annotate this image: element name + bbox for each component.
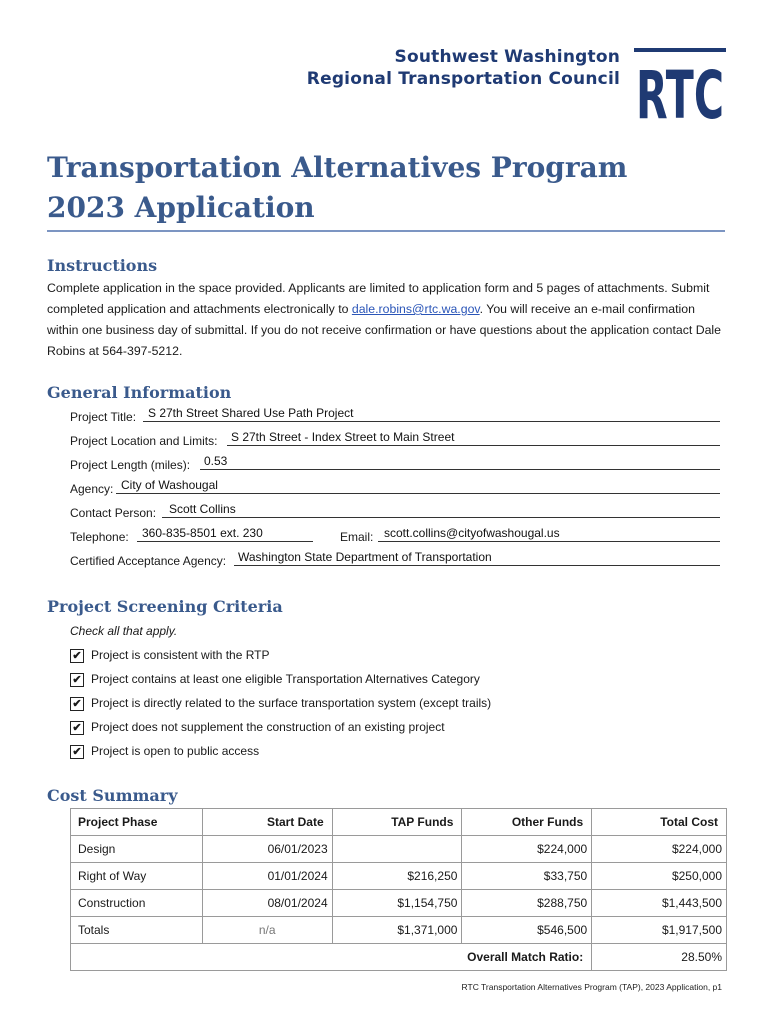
start-date-cell[interactable]: 06/01/2023 — [202, 836, 332, 863]
table-row — [71, 890, 727, 917]
length-field — [70, 452, 720, 474]
email-link[interactable]: dale.robins@rtc.wa.gov — [351, 302, 480, 316]
location-line — [227, 445, 720, 446]
org-name-line1: Southwest Washington — [394, 47, 620, 67]
total-cost-cell[interactable]: $250,000 — [592, 863, 727, 890]
rtc-logo-text: RTC — [636, 57, 724, 134]
phase-cell: Right of Way — [71, 863, 203, 890]
org-name-line2: Regional Transportation Council — [306, 69, 620, 89]
page-footer: RTC Transportation Alternatives Program (TAP), 2023 Application, p1 — [461, 982, 722, 992]
agency-label: Agency: — [70, 482, 114, 496]
phase-cell: Design — [71, 836, 203, 863]
checkbox[interactable]: ✔ — [70, 673, 84, 687]
contact-line — [162, 517, 720, 518]
column-header: Total Cost — [592, 809, 727, 836]
page-title — [47, 148, 627, 228]
email-label: Email: — [340, 530, 374, 544]
match-ratio-label: Overall Match Ratio: — [71, 944, 592, 971]
general-info-heading: General Information — [47, 383, 232, 402]
other-funds-cell[interactable]: $224,000 — [462, 836, 592, 863]
start-date-cell[interactable]: 01/01/2024 — [202, 863, 332, 890]
contact-field — [70, 500, 720, 522]
cert-agency-label: Certified Acceptance Agency: — [70, 554, 227, 568]
cert-agency-line — [234, 565, 720, 566]
tap-funds-cell[interactable] — [332, 836, 462, 863]
cert-agency-field — [70, 548, 720, 570]
checkbox[interactable]: ✔ — [70, 721, 84, 735]
criteria-label: Project is directly related to the surface transportation system (except trails) — [91, 696, 492, 710]
criteria-label: Project contains at least one eligible Transportation Alternatives Category — [91, 672, 480, 686]
other-funds-cell[interactable]: $546,500 — [462, 917, 592, 944]
title-divider — [47, 230, 725, 232]
cost-table — [70, 808, 727, 971]
column-header: Project Phase — [71, 809, 203, 836]
total-cost-cell[interactable]: $1,917,500 — [592, 917, 727, 944]
length-label: Project Length (miles): — [70, 458, 191, 472]
screening-heading: Project Screening Criteria — [47, 597, 283, 616]
column-header: Other Funds — [462, 809, 592, 836]
location-field — [70, 428, 720, 450]
title-line1: Transportation Alternatives Program — [47, 151, 628, 184]
match-ratio-row — [71, 944, 727, 971]
instructions-text-part1: Complete application in the space provided. Applicants are limited to application form and 5 pages of attachments. Submit completed application and attachments electronically to — [47, 281, 710, 316]
tap-funds-cell[interactable]: $1,154,750 — [332, 890, 462, 917]
email-line — [378, 541, 720, 542]
screening-intro: Check all that apply. — [70, 624, 178, 638]
length-line — [200, 469, 720, 470]
table-row — [71, 863, 727, 890]
instructions-text-part2: . You will receive an e-mail confirmation within one business day of submittal. If you do not receive confirmation or have questions about the application contact Dale Robins at 564-397-5212. — [47, 302, 721, 358]
phase-cell: Construction — [71, 890, 203, 917]
cost-summary-heading: Cost Summary — [47, 786, 178, 805]
instructions-heading: Instructions — [47, 256, 158, 275]
other-funds-cell[interactable]: $288,750 — [462, 890, 592, 917]
email-input[interactable]: scott.collins@cityofwashougal.us — [384, 526, 560, 540]
start-date-cell: n/a — [202, 917, 332, 944]
table-row — [71, 836, 727, 863]
match-ratio-value[interactable]: 28.50% — [592, 944, 727, 971]
project-title-label: Project Title: — [70, 410, 137, 424]
organization-name — [307, 46, 620, 90]
criteria-label: Project is open to public access — [91, 744, 260, 758]
title-line2: 2023 Application — [47, 191, 315, 224]
telephone-label: Telephone: — [70, 530, 129, 544]
checkbox[interactable]: ✔ — [70, 649, 84, 663]
total-cost-cell[interactable]: $1,443,500 — [592, 890, 727, 917]
length-input[interactable]: 0.53 — [204, 454, 228, 468]
column-header: TAP Funds — [332, 809, 462, 836]
telephone-input[interactable]: 360-835-8501 ext. 230 — [142, 526, 263, 540]
location-input[interactable]: S 27th Street - Index Street to Main Street — [231, 430, 455, 444]
tap-funds-cell[interactable]: $1,371,000 — [332, 917, 462, 944]
criteria-label: Project does not supplement the construction of an existing project — [91, 720, 445, 734]
table-header-row — [71, 809, 727, 836]
instructions-text — [47, 278, 727, 362]
rtc-logo — [634, 48, 726, 134]
phase-cell: Totals — [71, 917, 203, 944]
cert-agency-input[interactable]: Washington State Department of Transportation — [238, 550, 492, 564]
checkbox[interactable]: ✔ — [70, 745, 84, 759]
totals-row — [71, 917, 727, 944]
criteria-label: Project is consistent with the RTP — [91, 648, 270, 662]
contact-input[interactable]: Scott Collins — [169, 502, 236, 516]
telephone-email-field — [70, 524, 720, 546]
checkbox[interactable]: ✔ — [70, 697, 84, 711]
contact-label: Contact Person: — [70, 506, 157, 520]
agency-field — [70, 476, 720, 498]
project-title-input[interactable]: S 27th Street Shared Use Path Project — [148, 406, 354, 420]
total-cost-cell[interactable]: $224,000 — [592, 836, 727, 863]
other-funds-cell[interactable]: $33,750 — [462, 863, 592, 890]
tap-funds-cell[interactable]: $216,250 — [332, 863, 462, 890]
project-title-line — [143, 421, 720, 422]
column-header: Start Date — [202, 809, 332, 836]
location-label: Project Location and Limits: — [70, 434, 218, 448]
project-title-field — [70, 404, 720, 426]
agency-line — [116, 493, 720, 494]
telephone-line — [137, 541, 313, 542]
agency-input[interactable]: City of Washougal — [121, 478, 218, 492]
start-date-cell[interactable]: 08/01/2024 — [202, 890, 332, 917]
